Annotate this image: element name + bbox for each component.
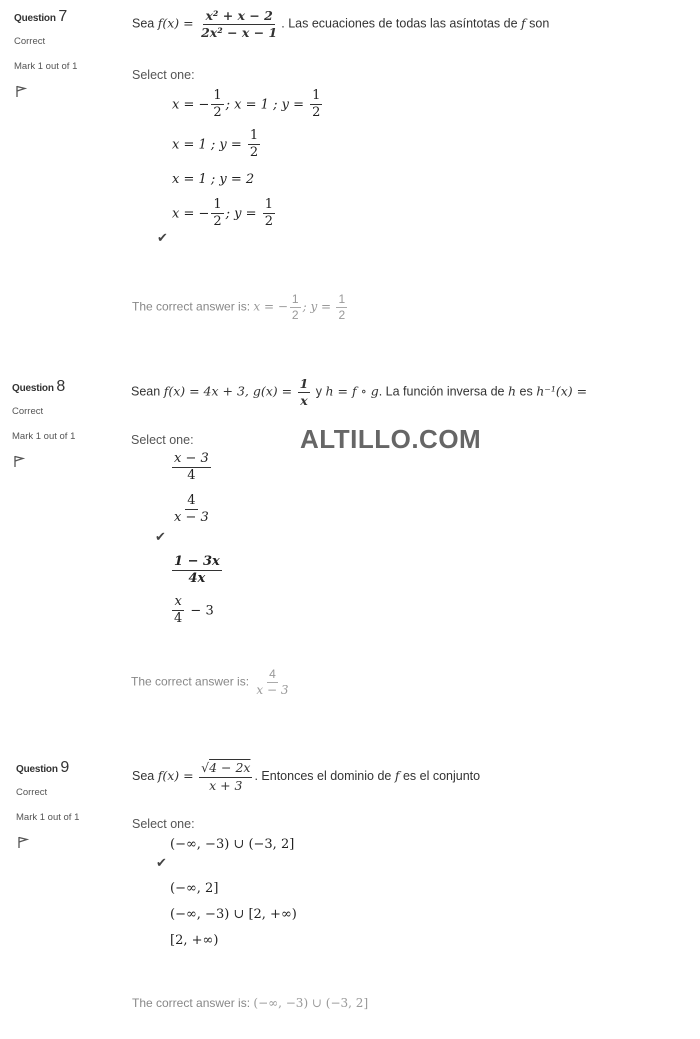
option-d[interactable] [170,594,214,628]
question-label: Question [16,764,58,775]
fraction-denominator: 2x² − x − 1 [201,24,278,40]
fraction-denominator: 2 [213,214,222,230]
flag-icon[interactable] [16,835,30,849]
fraction-denominator: x − 3 [256,683,289,697]
fraction-denominator: 2 [291,308,299,322]
fraction-denominator: x [300,392,308,408]
fraction-numerator: x [172,594,183,611]
fraction-denominator: 4 [174,611,183,627]
option-a[interactable] [170,451,213,485]
option-a[interactable] [172,88,324,122]
function-definition: f(x) = 4x + 3, g(x) = [163,383,293,399]
question-label: Question [14,13,56,24]
question-info [12,378,75,468]
option-fraction [172,493,211,527]
question-number-value: 9 [60,759,70,776]
option-text: x = − [172,97,210,113]
fraction-denominator: x + 3 [209,777,243,793]
h-inverse: h⁻¹(x) = [536,383,588,399]
question-number [14,8,77,26]
question-grade: Mark 1 out of 1 [12,431,76,442]
stem-end: es el conjunto [402,768,481,783]
answer-fraction [254,667,290,698]
check-icon: ✔ [155,529,166,544]
h-definition: h = f ∘ g [325,383,379,399]
function-lhs: f(x) = [157,767,194,783]
check-icon: ✔ [156,855,167,870]
stem-end: son [529,16,550,31]
function-lhs: f(x) = [157,15,194,31]
fraction-denominator: 2 [213,105,222,121]
option-text: x = 1 ; y = [172,137,242,153]
check-icon: ✔ [157,230,168,245]
fraction-numerator: x² + x − 2 [205,8,273,23]
function-letter: f [394,767,400,783]
fraction-numerator: 1 [338,292,346,306]
fraction-denominator: 2 [312,105,321,121]
select-one-label: Select one: [132,68,195,82]
option-text: ; x = 1 ; y = [225,97,304,113]
question-text [132,8,549,40]
fraction-numerator: 1 [211,88,223,105]
select-one-label: Select one: [132,817,195,831]
option-d[interactable]: [2, +∞) [170,933,219,948]
question-number-value: 8 [56,378,66,395]
question-grade: Mark 1 out of 1 [16,812,80,823]
correct-answer [132,292,349,323]
question-number-value: 7 [58,8,68,25]
sqrt-icon: √ [201,760,210,775]
select-one-label: Select one: [131,433,194,447]
question-state: Correct [16,787,48,798]
fraction-numerator: 1 [310,88,322,105]
stem-text: es [519,384,533,399]
question-state: Correct [12,406,44,417]
question-grade: Mark 1 out of 1 [14,61,78,72]
question-state: Correct [14,36,46,47]
fraction-denominator: x − 3 [174,510,209,526]
option-text: − 3 [190,603,214,619]
function-fraction [199,760,252,793]
watermark: ALTILLO.COM [300,424,482,454]
option-c[interactable] [170,554,224,588]
stem-suffix: . Entonces el dominio de [254,768,392,783]
radicand: 4 − 2x [209,760,251,775]
option-fraction [172,451,211,485]
stem-text: y [315,384,323,399]
correct-answer [131,667,292,698]
answer-prefix: The correct answer is: [132,996,251,1010]
stem-text: . La función inversa de [378,384,505,399]
question-label: Question [12,383,54,394]
function-fraction [199,8,279,40]
option-fraction [172,554,222,588]
option-d[interactable] [172,197,277,231]
stem-suffix: . Las ecuaciones de todas las asíntotas de [281,16,518,31]
fraction-numerator: 4 [185,493,197,510]
option-c[interactable]: x = 1 ; y = 2 [172,172,255,187]
answer-prefix: The correct answer is: [131,674,250,689]
flag-icon[interactable] [12,454,26,468]
fraction-numerator: x − 3 [172,451,211,468]
question-text [131,376,587,408]
option-fraction [211,197,223,231]
answer-text: (−∞, −3) ∪ (−3, 2] [253,996,369,1010]
fraction-numerator: 1 [299,376,309,391]
option-b[interactable] [170,493,213,527]
correct-answer [132,996,368,1010]
option-c[interactable]: (−∞, −3) ∪ [2, +∞) [170,907,297,922]
stem-prefix: Sean [131,384,161,399]
answer-text: ; y = [302,299,332,314]
fraction-denominator: 2 [338,308,346,322]
flag-icon[interactable] [14,84,28,98]
stem-prefix: Sea [132,768,155,783]
option-text: x = − [172,206,210,222]
fraction-denominator: 4 [187,468,196,484]
fraction-numerator: 4 [269,667,276,681]
function-letter: f [521,15,526,31]
option-fraction [211,88,223,122]
answer-fraction [336,292,347,323]
option-b[interactable] [172,128,262,162]
option-fraction [263,197,275,231]
answer-fraction [290,292,301,323]
option-text: ; y = [225,206,257,222]
answer-text: x = − [253,299,288,314]
fraction-numerator [199,760,252,778]
option-fraction [172,594,184,628]
fraction-numerator: 1 [211,197,223,214]
fraction-numerator: 1 [291,292,299,306]
fraction-numerator: 1 [263,197,275,214]
question-number [12,378,75,396]
fraction-numerator: 1 − 3x [172,554,222,571]
stem-prefix: Sea [132,16,155,31]
question-number [16,759,79,777]
option-fraction [310,88,322,122]
fraction-denominator: 4x [188,571,206,587]
question-info [16,759,79,849]
fraction-denominator: 2 [249,145,259,161]
question-text [132,760,480,793]
answer-prefix: The correct answer is: [132,299,251,314]
option-a[interactable]: (−∞, −3) ∪ (−3, 2] [170,837,295,852]
g-fraction [298,376,311,408]
question-info [14,8,77,98]
h-letter: h [507,383,517,399]
fraction-denominator: 2 [264,214,273,230]
option-fraction [248,128,260,162]
option-b[interactable]: (−∞, 2] [170,881,219,896]
fraction-numerator: 1 [248,128,260,145]
